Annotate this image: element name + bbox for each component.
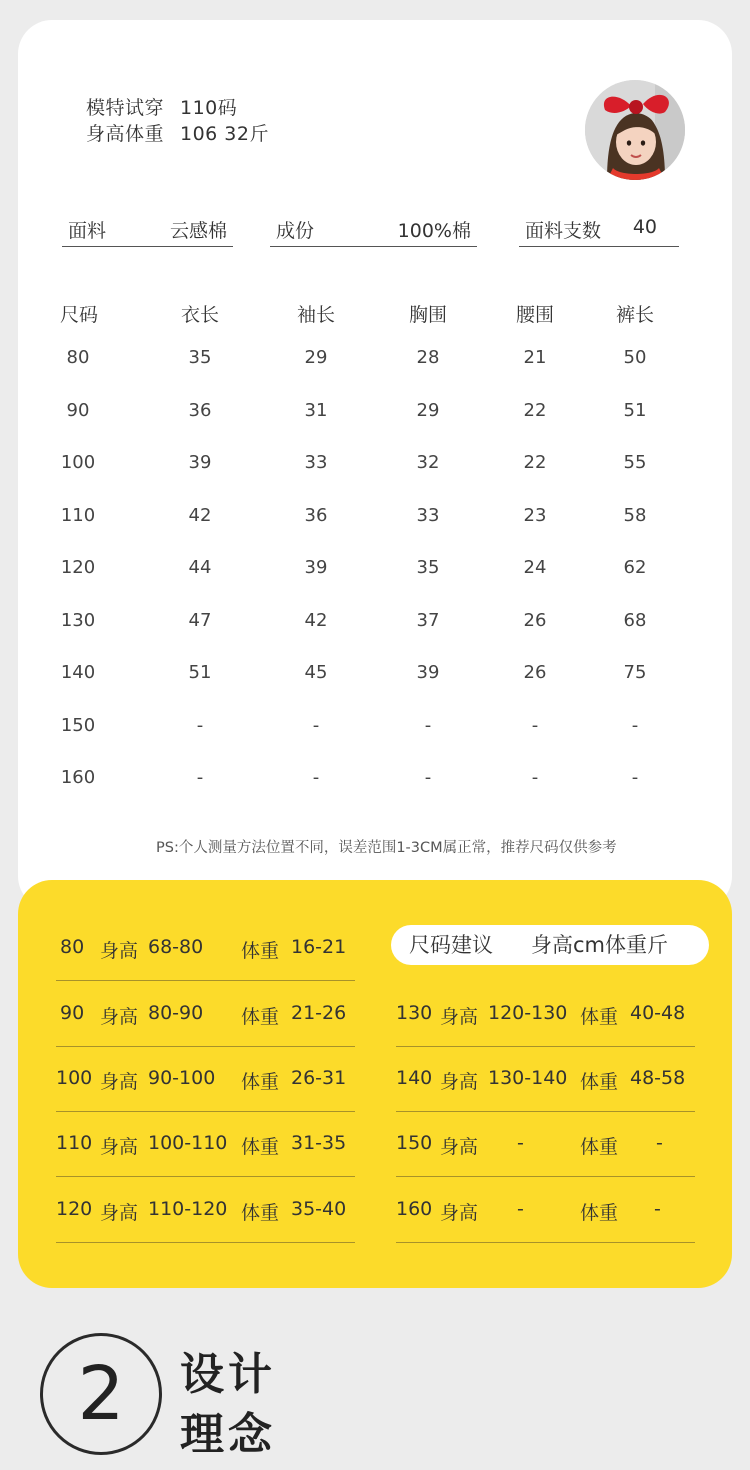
col-pants-length: 裤长 [615,304,654,326]
advice-title: 尺码建议 [409,933,493,957]
fabric-material-field [62,212,233,247]
table-cell: - [424,715,432,736]
yarn-count-value: 40 [632,216,657,238]
advice-height-label: 身高 [440,1202,479,1224]
composition-label: 成份 [276,220,315,242]
advice-height: 100-110 [148,1132,228,1154]
table-cell: 80 [66,347,90,368]
size-table-header [0,300,750,330]
advice-weight: 48-58 [630,1067,686,1089]
section-title-line1: 设计 [180,1349,276,1400]
advice-size: 140 [396,1067,433,1089]
advice-weight: 26-31 [291,1067,347,1089]
col-waist: 腰围 [515,304,554,326]
advice-size: 80 [60,936,85,958]
advice-height: 110-120 [148,1198,228,1220]
table-cell: 51 [188,662,212,683]
model-size-value: 110码 [180,97,238,119]
table-cell: 33 [304,452,328,473]
table-cell: - [531,767,539,788]
advice-size: 160 [396,1198,433,1220]
table-cell: 39 [416,662,440,683]
advice-height-label: 身高 [100,1202,139,1224]
table-cell: 50 [623,347,647,368]
advice-weight: - [654,1198,661,1220]
table-row [0,452,750,482]
table-row [0,505,750,535]
section-title-line2: 理念 [180,1409,276,1460]
table-cell: 42 [188,505,212,526]
section-number-badge: 2 [40,1333,162,1455]
table-row [0,610,750,640]
table-cell: 26 [523,662,547,683]
advice-weight: 16-21 [291,936,347,958]
table-cell: 37 [416,610,440,631]
table-row [0,767,750,797]
table-cell: 35 [416,557,440,578]
table-cell: 150 [60,715,96,736]
table-cell: 32 [416,452,440,473]
table-cell: - [312,715,320,736]
advice-row [56,1112,355,1177]
advice-size: 150 [396,1132,433,1154]
table-cell: 130 [60,610,96,631]
table-cell: 22 [523,452,547,473]
table-cell: 51 [623,400,647,421]
table-row [0,662,750,692]
table-cell: 110 [60,505,96,526]
table-cell: - [312,767,320,788]
yarn-count-label: 面料支数 [525,220,602,242]
table-cell: 23 [523,505,547,526]
advice-height: 130-140 [488,1067,568,1089]
advice-weight: 21-26 [291,1002,347,1024]
advice-weight-label: 体重 [241,1136,280,1158]
table-cell: - [424,767,432,788]
table-row [0,400,750,430]
advice-height-label: 身高 [440,1071,479,1093]
advice-size: 110 [56,1132,93,1154]
advice-weight-label: 体重 [580,1006,619,1028]
advice-height-label: 身高 [100,1136,139,1158]
model-size-label: 模特试穿 [86,97,165,119]
table-row [0,715,750,745]
advice-height: 68-80 [148,936,204,958]
advice-row [56,916,355,981]
table-cell: 36 [304,505,328,526]
table-cell: - [631,715,639,736]
advice-row [396,982,695,1047]
col-sleeve: 袖长 [296,304,335,326]
table-cell: 39 [188,452,212,473]
advice-weight: - [656,1132,663,1154]
advice-size: 130 [396,1002,433,1024]
advice-height: 80-90 [148,1002,204,1024]
table-cell: - [196,715,204,736]
col-size: 尺码 [60,304,99,326]
table-cell: 90 [66,400,90,421]
table-cell: 39 [304,557,328,578]
composition-value: 100%棉 [397,220,471,242]
advice-weight-label: 体重 [241,1006,280,1028]
table-cell: - [631,767,639,788]
advice-row [56,1178,355,1243]
table-cell: 45 [304,662,328,683]
advice-subtitle: 身高cm体重斤 [531,933,669,957]
table-cell: 28 [416,347,440,368]
table-cell: 44 [188,557,212,578]
advice-weight-label: 体重 [241,940,280,962]
col-length: 衣长 [180,304,219,326]
advice-row [56,1047,355,1112]
measurement-note: PS:个人测量方法位置不同，误差范围1-3CM属正常，推荐尺码仅供参考 [156,840,617,856]
advice-size: 90 [60,1002,85,1024]
table-cell: - [531,715,539,736]
advice-weight: 31-35 [291,1132,347,1154]
advice-weight-label: 体重 [241,1071,280,1093]
advice-row [56,982,355,1047]
table-cell: 29 [416,400,440,421]
table-cell: 33 [416,505,440,526]
advice-weight: 40-48 [630,1002,686,1024]
table-cell: 120 [60,557,96,578]
table-cell: 42 [304,610,328,631]
advice-weight-label: 体重 [580,1136,619,1158]
advice-height-label: 身高 [440,1136,479,1158]
table-cell: 55 [623,452,647,473]
advice-height-label: 身高 [440,1006,479,1028]
advice-height-label: 身高 [100,940,139,962]
table-cell: 68 [623,610,647,631]
model-avatar [585,80,685,180]
table-row [0,347,750,377]
advice-height-label: 身高 [100,1071,139,1093]
table-cell: 21 [523,347,547,368]
table-cell: 31 [304,400,328,421]
advice-height-label: 身高 [100,1006,139,1028]
table-row [0,557,750,587]
fabric-count-field [519,212,679,247]
model-hw-value: 106 32斤 [180,123,269,145]
advice-row [396,1112,695,1177]
table-cell: 24 [523,557,547,578]
advice-height: - [517,1198,524,1220]
advice-row [396,1178,695,1243]
fabric-label: 面料 [68,220,107,242]
table-cell: 22 [523,400,547,421]
table-cell: 62 [623,557,647,578]
advice-size: 120 [56,1198,93,1220]
table-cell: 35 [188,347,212,368]
advice-height: 90-100 [148,1067,216,1089]
advice-row [396,1047,695,1112]
table-cell: 36 [188,400,212,421]
advice-size: 100 [56,1067,93,1089]
model-height-weight-line [86,119,269,146]
advice-weight-label: 体重 [241,1202,280,1224]
advice-height: - [517,1132,524,1154]
girl-portrait-icon [585,80,685,180]
table-cell: - [196,767,204,788]
model-size-line [86,93,237,120]
col-chest: 胸围 [408,304,447,326]
table-cell: 160 [60,767,96,788]
model-hw-label: 身高体重 [86,123,165,145]
fabric-value: 云感棉 [169,220,227,242]
advice-weight-label: 体重 [580,1202,619,1224]
size-advice-badge [391,925,709,965]
table-cell: 75 [623,662,647,683]
table-cell: 29 [304,347,328,368]
table-cell: 100 [60,452,96,473]
table-cell: 47 [188,610,212,631]
advice-weight: 35-40 [291,1198,347,1220]
table-cell: 58 [623,505,647,526]
advice-weight-label: 体重 [580,1071,619,1093]
table-cell: 26 [523,610,547,631]
fabric-composition-field [270,212,477,247]
advice-height: 120-130 [488,1002,568,1024]
table-cell: 140 [60,662,96,683]
